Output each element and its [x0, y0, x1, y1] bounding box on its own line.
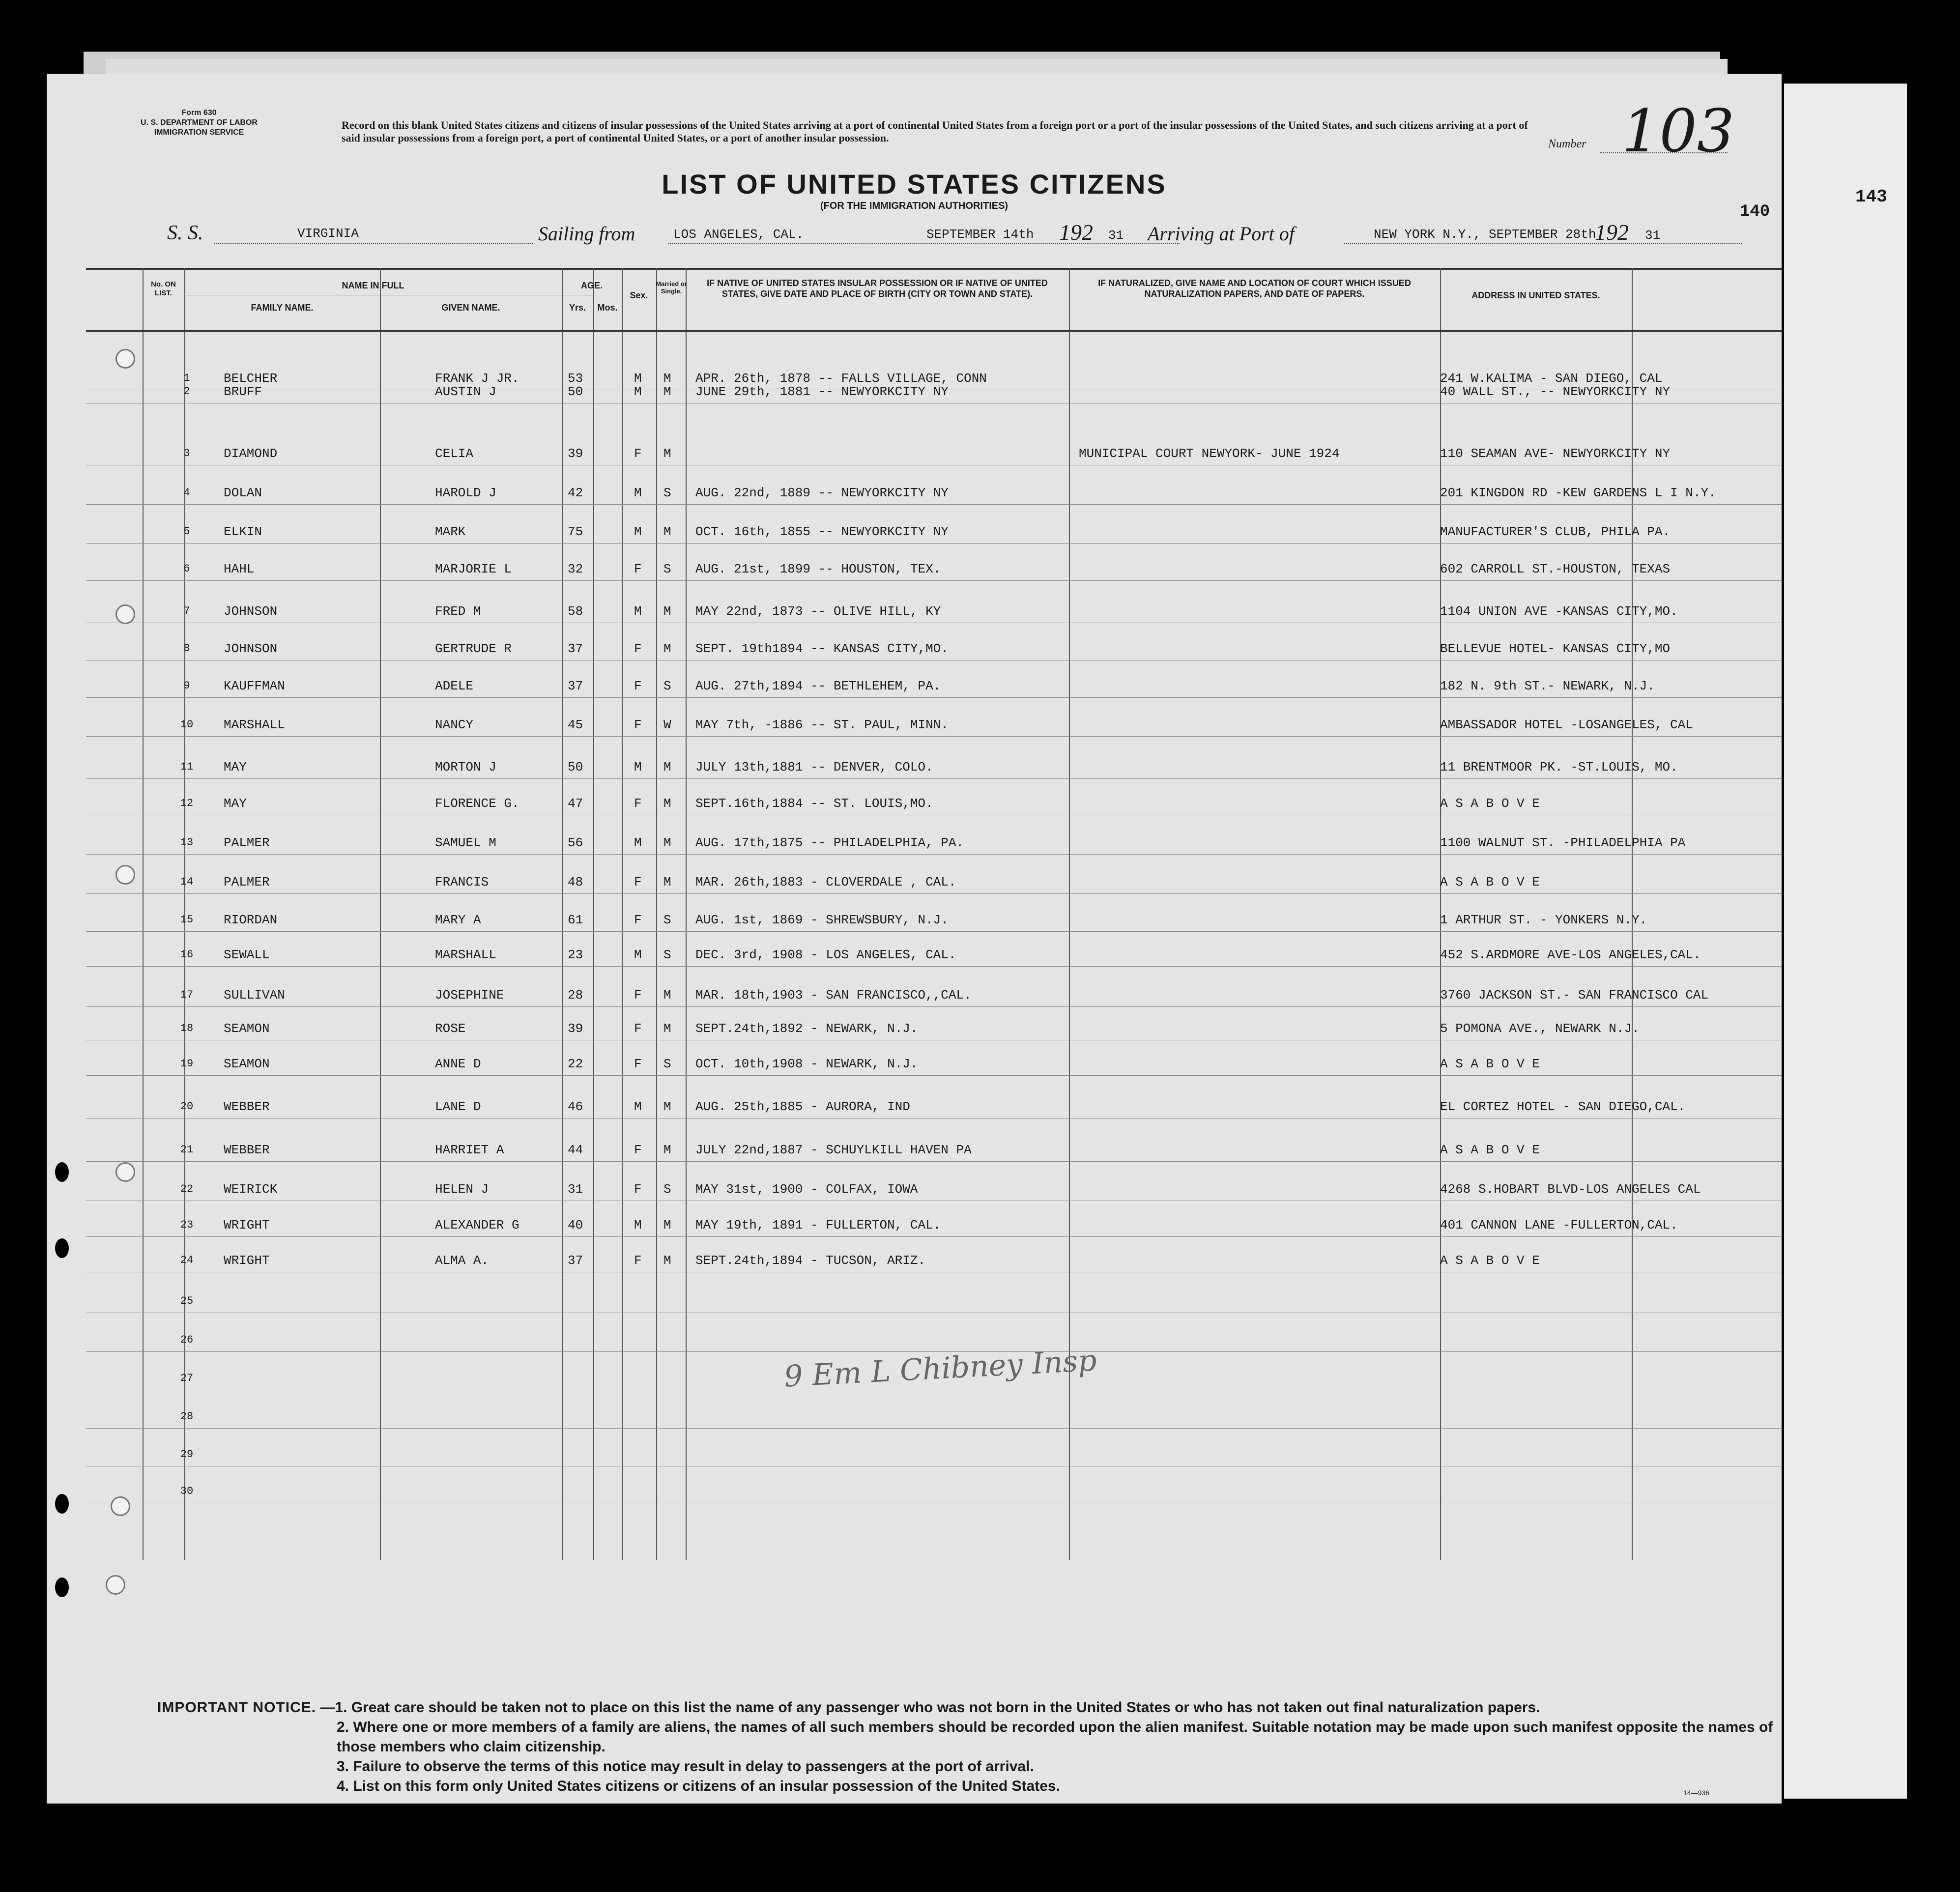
cell-given-name: MORTON J — [435, 760, 496, 774]
cell-row-number: 26 — [180, 1334, 194, 1346]
cell-marital: M — [663, 446, 671, 461]
header-married-single: Married or Single. — [656, 280, 687, 295]
cell-sex: F — [634, 988, 642, 1003]
header-age: AGE. — [580, 281, 603, 290]
row-rule — [86, 854, 1782, 855]
cell-row-number: 10 — [180, 718, 194, 731]
cell-given-name: SAMUEL M — [435, 835, 496, 850]
cell-marital: M — [663, 796, 671, 811]
cell-address: A S A B O V E — [1440, 1253, 1540, 1268]
cell-birth: AUG. 1st, 1869 - SHREWSBURY, N.J. — [695, 913, 949, 927]
row-rule — [86, 1428, 1782, 1429]
cell-given-name: FRED M — [435, 604, 481, 619]
cell-age: 32 — [568, 562, 583, 576]
cell-age: 37 — [568, 679, 583, 693]
cell-age: 50 — [568, 760, 583, 774]
cell-row-number: 14 — [180, 876, 194, 888]
cell-marital: M — [663, 835, 671, 850]
cell-sex: F — [634, 1143, 642, 1157]
cell-row-number: 23 — [180, 1219, 194, 1231]
cell-address: 110 SEAMAN AVE- NEWYORKCITY NY — [1440, 446, 1671, 461]
notice-item-4: 4. List on this form only United States citizens or citizens of an insular possession of the United States. — [337, 1778, 1060, 1794]
cell-age: 75 — [568, 524, 583, 539]
cell-row-number: 28 — [180, 1410, 194, 1423]
cell-sex: F — [634, 641, 642, 656]
sailing-year-suffix: 31 — [1108, 228, 1124, 243]
cell-given-name: FRANK J JR. — [435, 371, 519, 386]
cell-birth: MAR. 26th,1883 - CLOVERDALE , CAL. — [695, 875, 956, 889]
cell-marital: M — [663, 760, 671, 774]
cell-row-number: 20 — [180, 1100, 194, 1113]
cell-row-number: 19 — [180, 1058, 194, 1070]
col-divider — [380, 268, 381, 1560]
cell-row-number: 27 — [180, 1372, 194, 1384]
cell-given-name: ROSE — [435, 1021, 466, 1036]
cell-birth: SEPT.16th,1884 -- ST. LOUIS,MO. — [695, 796, 933, 811]
cell-given-name: FRANCIS — [435, 875, 489, 889]
cell-address: A S A B O V E — [1440, 796, 1540, 811]
arrival-port: NEW YORK N.Y., SEPTEMBER 28th — [1374, 227, 1596, 242]
cell-birth: MAY 7th, -1886 -- ST. PAUL, MINN. — [695, 717, 949, 732]
punch-hole — [55, 1577, 69, 1597]
cell-address: MANUFACTURER'S CLUB, PHILA PA. — [1440, 524, 1671, 539]
cell-marital: M — [663, 1021, 671, 1036]
cell-sex: M — [634, 604, 642, 619]
cell-row-number: 1 — [183, 372, 190, 384]
cell-age: 39 — [568, 1021, 583, 1036]
cell-row-number: 6 — [183, 563, 190, 575]
header-sex: Sex. — [630, 290, 648, 300]
row-rule — [86, 1236, 1782, 1237]
cell-given-name: HARRIET A — [435, 1143, 504, 1157]
cell-family-name: JOHNSON — [224, 641, 278, 656]
cell-family-name: SULLIVAN — [224, 988, 285, 1003]
cell-sex: M — [634, 760, 642, 774]
binder-hole — [115, 349, 135, 369]
col-divider — [622, 268, 623, 1560]
punch-hole — [55, 1238, 69, 1258]
header-no-on-list: No. ON LIST. — [151, 280, 176, 297]
cell-row-number: 3 — [183, 447, 190, 459]
row-rule — [86, 543, 1782, 544]
cell-age: 31 — [568, 1182, 583, 1197]
cell-given-name: GERTRUDE R — [435, 641, 512, 656]
cell-marital: S — [663, 486, 671, 500]
cell-marital: M — [663, 1218, 671, 1233]
cell-marital: S — [663, 1057, 671, 1071]
cell-row-number: 16 — [180, 948, 194, 961]
col-divider — [562, 268, 563, 1560]
cell-family-name: PALMER — [224, 835, 270, 850]
cell-birth: APR. 26th, 1878 -- FALLS VILLAGE, CONN — [695, 371, 987, 386]
cell-sex: F — [634, 679, 642, 693]
cell-row-number: 2 — [183, 385, 190, 398]
cell-sex: F — [634, 1253, 642, 1268]
cell-sex: F — [634, 796, 642, 811]
cell-marital: S — [663, 1182, 671, 1197]
cell-given-name: LANE D — [435, 1099, 481, 1114]
sailing-underline — [668, 243, 1180, 244]
cell-age: 45 — [568, 717, 583, 732]
department: U. S. DEPARTMENT OF LABOR — [141, 118, 258, 127]
cell-birth: SEPT. 19th1894 -- KANSAS CITY,MO. — [695, 641, 949, 656]
cell-family-name: KAUFFMAN — [224, 679, 285, 693]
header-mos: Mos. — [597, 303, 618, 313]
cell-sex: M — [634, 524, 642, 539]
cell-birth: OCT. 10th,1908 - NEWARK, N.J. — [695, 1057, 918, 1071]
cell-birth: MAY 19th, 1891 - FULLERTON, CAL. — [695, 1218, 941, 1233]
cell-row-number: 7 — [183, 605, 190, 617]
cell-sex: M — [634, 384, 642, 399]
cell-birth: JUNE 29th, 1881 -- NEWYORKCITY NY — [695, 384, 949, 399]
row-rule — [86, 778, 1782, 779]
header-name-in-full: NAME IN FULL — [342, 281, 404, 290]
cell-marital: S — [663, 562, 671, 576]
arriving-label: Arriving at Port of — [1148, 223, 1295, 245]
sheet-number: 140 — [1740, 202, 1770, 221]
service: IMMIGRATION SERVICE — [154, 128, 244, 137]
cell-marital: M — [663, 875, 671, 889]
cell-row-number: 29 — [180, 1448, 194, 1461]
cell-address: A S A B O V E — [1440, 1057, 1540, 1071]
header-given-name: GIVEN NAME. — [441, 303, 500, 313]
cell-age: 53 — [568, 371, 583, 386]
cell-given-name: MARY A — [435, 913, 481, 927]
cell-birth: MAY 22nd, 1873 -- OLIVE HILL, KY — [695, 604, 941, 619]
cell-row-number: 13 — [180, 836, 194, 849]
cell-age: 40 — [568, 1218, 583, 1233]
cell-family-name: MAY — [224, 760, 247, 774]
cell-marital: M — [663, 384, 671, 399]
cell-address: A S A B O V E — [1440, 1143, 1540, 1157]
cell-marital: S — [663, 679, 671, 693]
cell-sex: M — [634, 947, 642, 962]
cell-given-name: MARK — [435, 524, 466, 539]
cell-marital: M — [663, 1099, 671, 1114]
cell-birth: AUG. 17th,1875 -- PHILADELPHIA, PA. — [695, 835, 964, 850]
cell-birth: SEPT.24th,1892 - NEWARK, N.J. — [695, 1021, 918, 1036]
cell-address: 182 N. 9th ST.- NEWARK, N.J. — [1440, 679, 1655, 693]
cell-family-name: DOLAN — [224, 486, 262, 500]
important-notice — [157, 1698, 1779, 1796]
cell-address: 1100 WALNUT ST. -PHILADELPHIA PA — [1440, 835, 1686, 850]
cell-family-name: DIAMOND — [224, 446, 278, 461]
cell-marital: M — [663, 524, 671, 539]
header-bottom-rule — [86, 330, 1782, 332]
punch-hole — [55, 1494, 69, 1514]
arrival-year-suffix: 31 — [1645, 228, 1661, 243]
cell-row-number: 12 — [180, 797, 194, 809]
binder-hole — [111, 1496, 130, 1516]
cell-birth: AUG. 21st, 1899 -- HOUSTON, TEX. — [695, 562, 941, 576]
cell-age: 56 — [568, 835, 583, 850]
col-divider — [143, 268, 144, 1560]
cell-sex: F — [634, 717, 642, 732]
punch-hole — [55, 1162, 69, 1182]
cell-given-name: ALEXANDER G — [435, 1218, 519, 1233]
cell-age: 61 — [568, 913, 583, 927]
cell-age: 22 — [568, 1057, 583, 1071]
cell-family-name: RIORDAN — [224, 913, 278, 927]
cell-given-name: ANNE D — [435, 1057, 481, 1071]
cell-family-name: SEWALL — [224, 947, 270, 962]
cell-marital: M — [663, 641, 671, 656]
cell-sex: M — [634, 1218, 642, 1233]
list-number: 103 — [1622, 97, 1735, 166]
cell-birth: JULY 13th,1881 -- DENVER, COLO. — [695, 760, 933, 774]
cell-birth: DEC. 3rd, 1908 - LOS ANGELES, CAL. — [695, 947, 956, 962]
cell-row-number: 15 — [180, 914, 194, 926]
inspector-signature: 9 Em L Chibney Insp — [783, 1343, 1098, 1394]
cell-given-name: HAROLD J — [435, 486, 496, 500]
cell-address: A S A B O V E — [1440, 875, 1540, 889]
cell-family-name: WRIGHT — [224, 1253, 270, 1268]
cell-age: 28 — [568, 988, 583, 1003]
notice-item-3: 3. Failure to observe the terms of this notice may result in delay to passengers at the port of arrival. — [337, 1758, 1034, 1775]
cell-row-number: 5 — [183, 525, 190, 538]
notice-item-2: 2. Where one or more members of a family are aliens, the names of all such members should be recorded upon the alien manifest. Suitable notation may be made upon such manifest opposite the names of those members who claim citizenship. — [337, 1719, 1773, 1755]
cell-age: 37 — [568, 1253, 583, 1268]
cell-given-name: JOSEPHINE — [435, 988, 504, 1003]
cell-age: 47 — [568, 796, 583, 811]
cell-birth: OCT. 16th, 1855 -- NEWYORKCITY NY — [695, 524, 949, 539]
cell-sex: F — [634, 913, 642, 927]
binder-hole — [106, 1575, 125, 1595]
cell-age: 23 — [568, 947, 583, 962]
cell-family-name: WEBBER — [224, 1143, 270, 1157]
cell-address: 241 W.KALIMA - SAN DIEGO, CAL — [1440, 371, 1663, 386]
cell-age: 37 — [568, 641, 583, 656]
cell-address: 602 CARROLL ST.-HOUSTON, TEXAS — [1440, 562, 1671, 576]
cell-address: 40 WALL ST., -- NEWYORKCITY NY — [1440, 384, 1671, 399]
cell-court: MUNICIPAL COURT NEWYORK- JUNE 1924 — [1079, 446, 1340, 461]
cell-age: 48 — [568, 875, 583, 889]
arrival-underline — [1344, 243, 1742, 244]
header-naturalized: IF NATURALIZED, GIVE NAME AND LOCATION OF COURT WHICH ISSUED NATURALIZATION PAPERS, AND DATE OF PAPERS. — [1098, 278, 1411, 299]
cell-given-name: MARJORIE L — [435, 562, 512, 576]
number-label: Number — [1548, 138, 1586, 150]
row-rule — [86, 931, 1782, 932]
cell-given-name: NANCY — [435, 717, 474, 732]
cell-marital: M — [663, 371, 671, 386]
manifest-page — [47, 74, 1782, 1804]
row-rule — [86, 736, 1782, 737]
cell-sex: M — [634, 371, 642, 386]
cell-family-name: SEAMON — [224, 1057, 270, 1071]
cell-row-number: 21 — [180, 1144, 194, 1156]
cell-family-name: BRUFF — [224, 384, 262, 399]
notice-item-1: —1. Great care should be taken not to place on this list the name of any passenger who was not born in the United States or who has not taken out final naturalization papers. — [320, 1699, 1540, 1716]
cell-sex: F — [634, 1021, 642, 1036]
header-birth: IF NATIVE OF UNITED STATES INSULAR POSSESSION OR IF NATIVE OF UNITED STATES, GIVE DATE AND PLACE OF BIRTH (CITY OR TOWN AND STATE). — [707, 278, 1048, 299]
cell-given-name: MARSHALL — [435, 947, 496, 962]
cell-address: 452 S.ARDMORE AVE-LOS ANGELES,CAL. — [1440, 947, 1701, 962]
cell-row-number: 4 — [183, 487, 190, 499]
header-address: ADDRESS IN UNITED STATES. — [1471, 290, 1600, 300]
cell-sex: F — [634, 875, 642, 889]
col-divider — [593, 268, 594, 1560]
cell-birth: AUG. 27th,1894 -- BETHLEHEM, PA. — [695, 679, 941, 693]
cell-marital: M — [663, 988, 671, 1003]
cell-address: 401 CANNON LANE -FULLERTON,CAL. — [1440, 1218, 1678, 1233]
binder-hole — [115, 604, 135, 624]
cell-family-name: HAHL — [224, 562, 255, 576]
cell-address: AMBASSADOR HOTEL -LOSANGELES, CAL — [1440, 717, 1693, 732]
row-rule — [86, 1006, 1782, 1007]
row-rule — [86, 1075, 1782, 1076]
cell-address: BELLEVUE HOTEL- KANSAS CITY,MO — [1440, 641, 1671, 656]
cell-family-name: JOHNSON — [224, 604, 278, 619]
cell-marital: M — [663, 604, 671, 619]
cell-given-name: ALMA A. — [435, 1253, 489, 1268]
cell-address: 5 POMONA AVE., NEWARK N.J. — [1440, 1021, 1640, 1036]
sailing-date: SEPTEMBER 14th — [926, 227, 1034, 242]
cell-family-name: SEAMON — [224, 1021, 270, 1036]
cell-row-number: 30 — [180, 1485, 194, 1497]
cell-family-name: WRIGHT — [224, 1218, 270, 1233]
cell-age: 39 — [568, 446, 583, 461]
adjacent-page — [1784, 84, 1907, 1799]
cell-address: EL CORTEZ HOTEL - SAN DIEGO,CAL. — [1440, 1099, 1686, 1114]
sailing-port: LOS ANGELES, CAL. — [673, 227, 804, 242]
sailing-from-label: Sailing from — [538, 223, 635, 245]
cell-address: 3760 JACKSON ST.- SAN FRANCISCO CAL — [1440, 988, 1709, 1003]
sailing-year-printed: 192 — [1059, 220, 1093, 245]
row-rule — [86, 504, 1782, 505]
cell-age: 46 — [568, 1099, 583, 1114]
cell-marital: S — [663, 947, 671, 962]
cell-given-name: CELIA — [435, 446, 474, 461]
cell-birth: JULY 22nd,1887 - SCHUYLKILL HAVEN PA — [695, 1143, 972, 1157]
ss-label: S. S. — [167, 222, 203, 244]
cell-birth: AUG. 22nd, 1889 -- NEWYORKCITY NY — [695, 486, 949, 500]
cell-row-number: 8 — [183, 642, 190, 655]
cell-given-name: FLORENCE G. — [435, 796, 519, 811]
form-identifier — [135, 108, 263, 138]
page-title: LIST OF UNITED STATES CITIZENS — [662, 169, 1167, 200]
col-divider — [656, 268, 657, 1560]
cell-birth: MAR. 18th,1903 - SAN FRANCISCO,,CAL. — [695, 988, 972, 1003]
arrival-year-printed: 192 — [1595, 220, 1629, 245]
page-subtitle: (FOR THE IMMIGRATION AUTHORITIES) — [820, 201, 1009, 211]
form-number: Form 630 — [181, 109, 217, 117]
cell-family-name: WEIRICK — [224, 1182, 278, 1197]
cell-row-number: 24 — [180, 1254, 194, 1266]
cell-age: 44 — [568, 1143, 583, 1157]
cell-sex: M — [634, 486, 642, 500]
cell-family-name: MARSHALL — [224, 717, 285, 732]
cell-family-name: WEBBER — [224, 1099, 270, 1114]
header-family-name: FAMILY NAME. — [251, 303, 314, 313]
cell-given-name: HELEN J — [435, 1182, 489, 1197]
cell-sex: F — [634, 1057, 642, 1071]
row-rule — [86, 580, 1782, 581]
cell-marital: W — [663, 717, 671, 732]
cell-sex: F — [634, 562, 642, 576]
cell-row-number: 9 — [183, 680, 190, 692]
row-rule — [86, 966, 1782, 967]
row-rule — [86, 697, 1782, 698]
cell-birth: MAY 31st, 1900 - COLFAX, IOWA — [695, 1182, 918, 1197]
cell-family-name: MAY — [224, 796, 247, 811]
footer-code: 14—936 — [1683, 1789, 1709, 1797]
cell-birth: SEPT.24th,1894 - TUCSON, ARIZ. — [695, 1253, 926, 1268]
cell-family-name: ELKIN — [224, 524, 262, 539]
cell-sex: F — [634, 1182, 642, 1197]
ship-name: VIRGINIA — [297, 226, 359, 241]
binder-hole — [115, 1162, 135, 1182]
cell-family-name: PALMER — [224, 875, 270, 889]
row-rule — [86, 1161, 1782, 1162]
cell-age: 58 — [568, 604, 583, 619]
cell-address: 11 BRENTMOOR PK. -ST.LOUIS, MO. — [1440, 760, 1678, 774]
header-yrs: Yrs. — [569, 303, 586, 313]
sheet-number-back: 143 — [1855, 187, 1887, 207]
cell-address: 1104 UNION AVE -KANSAS CITY,MO. — [1440, 604, 1678, 619]
cell-row-number: 11 — [180, 761, 194, 773]
cell-marital: M — [663, 1253, 671, 1268]
notice-title: IMPORTANT NOTICE. — [157, 1699, 317, 1716]
cell-age: 50 — [568, 384, 583, 399]
cell-row-number: 18 — [180, 1022, 194, 1034]
col-divider — [686, 268, 687, 1560]
cell-marital: M — [663, 1143, 671, 1157]
cell-sex: M — [634, 835, 642, 850]
cell-marital: S — [663, 913, 671, 927]
cell-row-number: 17 — [180, 989, 194, 1001]
page-edge-highlight — [106, 59, 1728, 74]
cell-sex: M — [634, 1099, 642, 1114]
row-rule — [86, 893, 1782, 894]
cell-given-name: ADELE — [435, 679, 474, 693]
form-instructions: Record on this blank United States citizens and citizens of insular possessions of the United States arriving at a port of continental United States from a foreign port or a port of the insular possessions of the United States, and such citizens arriving at a port of said insular possessions from a foreign port, a port of continental United States, or a port of another insular possession. — [342, 119, 1528, 144]
cell-age: 42 — [568, 486, 583, 500]
cell-sex: F — [634, 446, 642, 461]
cell-row-number: 22 — [180, 1183, 194, 1195]
cell-row-number: 25 — [180, 1295, 194, 1307]
cell-address: 4268 S.HOBART BLVD-LOS ANGELES CAL — [1440, 1182, 1701, 1197]
cell-address: 1 ARTHUR ST. - YONKERS N.Y. — [1440, 913, 1647, 927]
cell-family-name: BELCHER — [224, 371, 278, 386]
cell-address: 201 KINGDON RD -KEW GARDENS L I N.Y. — [1440, 486, 1716, 500]
cell-birth: AUG. 25th,1885 - AURORA, IND — [695, 1099, 910, 1114]
ship-underline — [214, 243, 533, 244]
cell-given-name: AUSTIN J — [435, 384, 496, 399]
binder-hole — [115, 865, 135, 885]
